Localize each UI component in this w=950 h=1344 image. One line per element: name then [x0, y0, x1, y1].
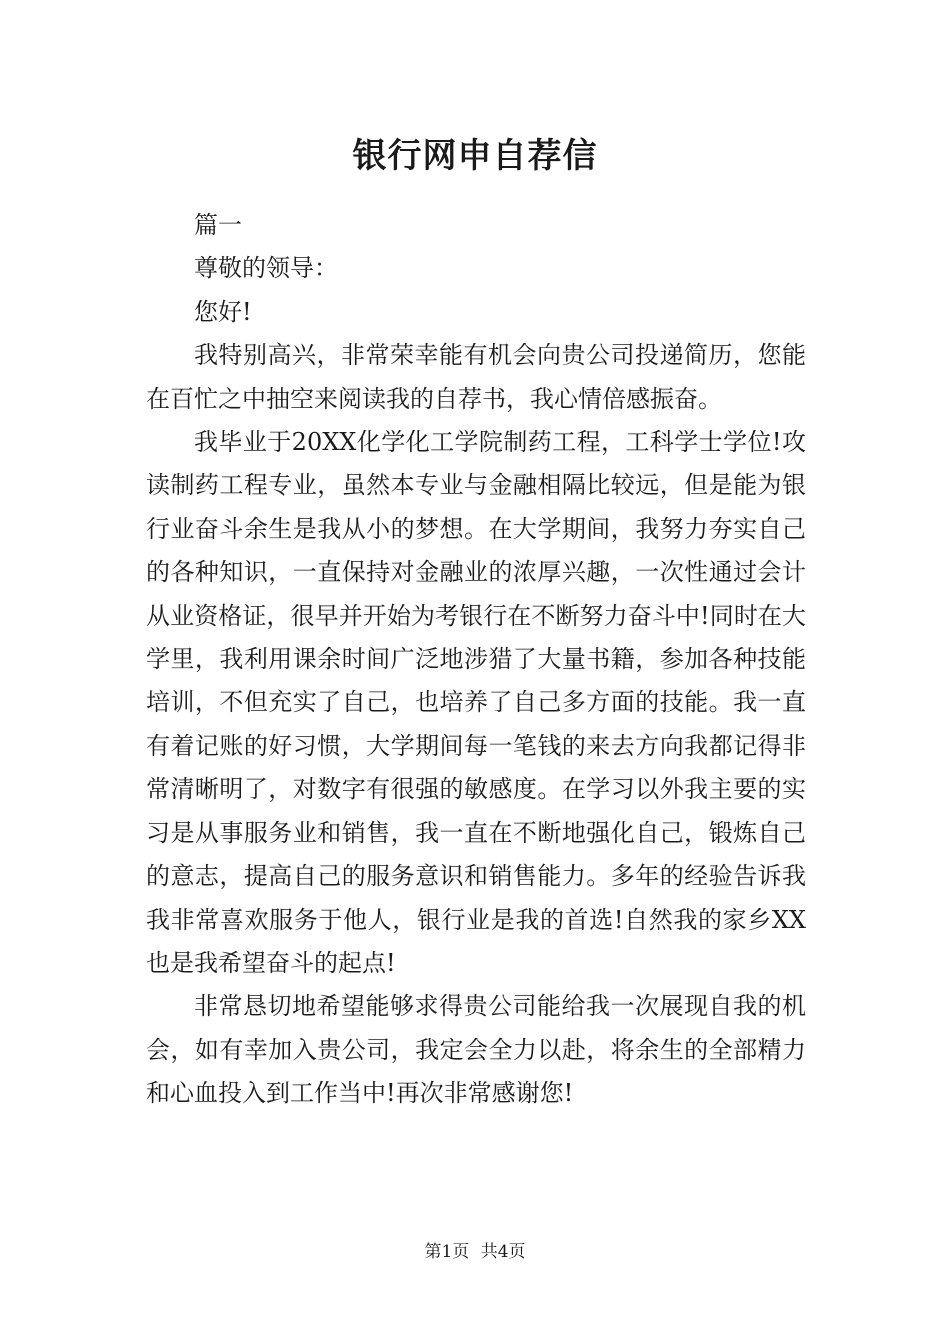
- salutation: 尊敬的领导：: [194, 254, 338, 283]
- page-footer: [0, 1240, 950, 1264]
- greeting: 您好!: [194, 297, 252, 326]
- page-total: 共4页: [480, 1242, 526, 1262]
- document-body: [146, 204, 806, 1116]
- body-paragraph: 我特别高兴，非常荣幸能有机会向贵公司投递简历，您能在百忙之中抽空来阅读我的自荐书，我心情倍感振奋。: [146, 341, 806, 413]
- body-paragraph: 非常恳切地希望能够求得贵公司能给我一次展现自我的机会，如有幸加入贵公司，我定会全力以赴，将余生的全部精力和心血投入到工作当中!再次非常感谢您!: [146, 992, 806, 1108]
- page-number: 第1页: [424, 1242, 470, 1262]
- body-paragraph: 我毕业于20XX化学化工学院制药工程，工科学士学位!攻读制药工程专业，虽然本专业与金融相隔比较远，但是能为银行业奋斗余生是我从小的梦想。在大学期间，我努力夯实自己的各种知识，一直保持对金融业的浓厚兴趣，一次性通过会计从业资格证，很早并开始为考银行在不断努力奋斗中!同时在大学里，我利用课余时间广泛地涉猎了大量书籍，参加各种技能培训，不但充实了自己，也培养了自己多方面的技能。我一直有着记账的好习惯，大学期间每一笔钱的来去方向我都记得非常清晰明了，对数字有很强的敏感度。在学习以外我主要的实习是从事服务业和销售，我一直在不断地强化自己，锻炼自己的意志，提高自己的服务意识和销售能力。多年的经验告诉我我非常喜欢服务于他人，银行业是我的首选!自然我的家乡XX也是我希望奋斗的起点!: [146, 428, 806, 977]
- document-title: 银行网申自荐信: [352, 136, 598, 176]
- section-heading: 篇一: [194, 211, 242, 239]
